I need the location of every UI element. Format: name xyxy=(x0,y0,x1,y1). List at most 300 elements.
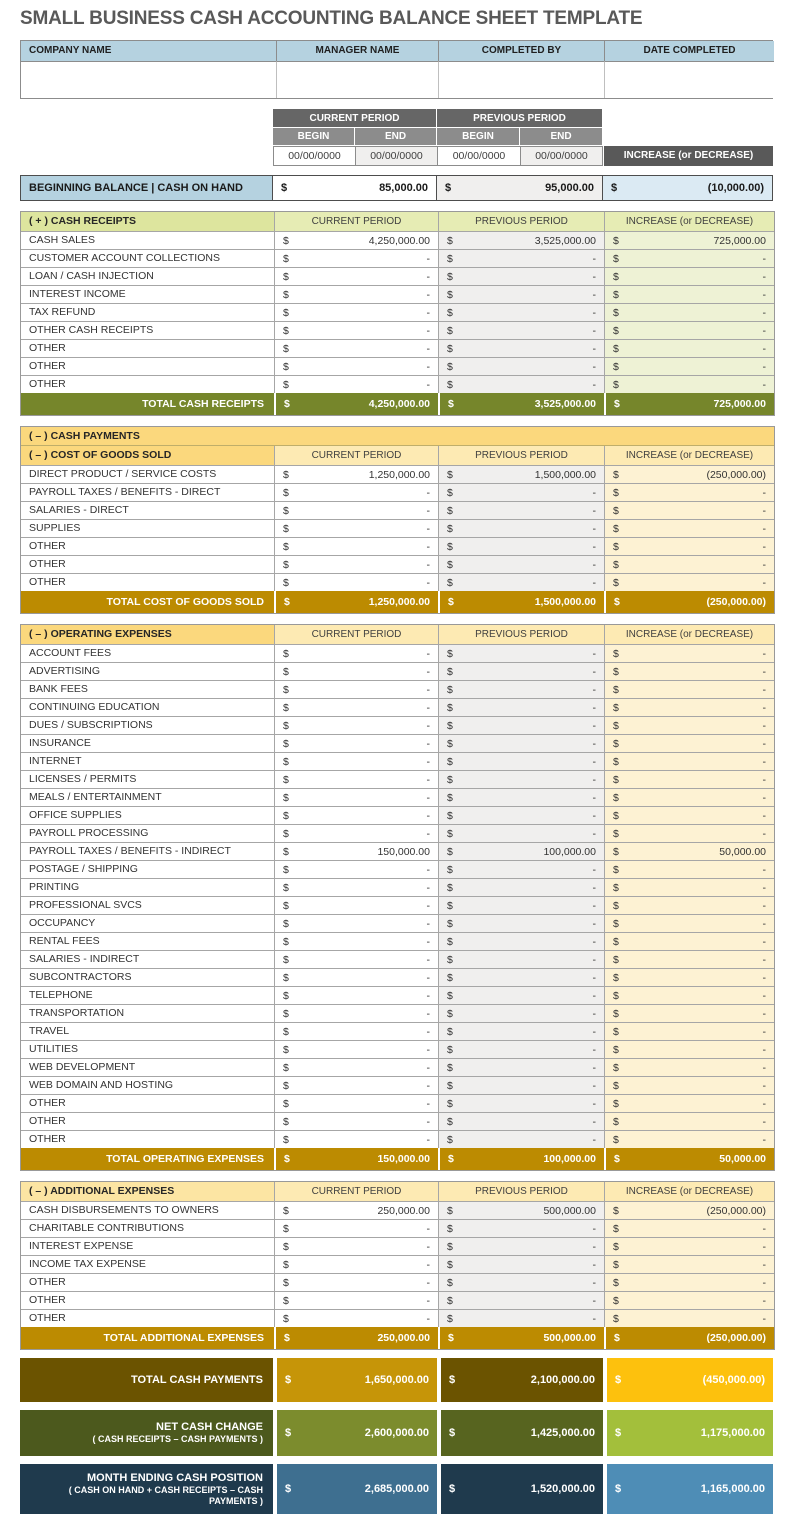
operating-expenses-row-8-current[interactable] xyxy=(274,788,438,806)
currency-symbol: $ xyxy=(447,1276,453,1289)
operating-expenses-row-11-current-value: 150,000.00 xyxy=(377,845,430,858)
completed-by-input[interactable] xyxy=(439,61,605,98)
cost-of-goods-sold-row-2-increase xyxy=(604,501,774,519)
operating-expenses-row-15-increase xyxy=(604,914,774,932)
additional-expenses-row-4-previous[interactable] xyxy=(438,1273,604,1291)
completed-by-header: COMPLETED BY xyxy=(439,41,605,61)
operating-expenses-row-5-previous[interactable] xyxy=(438,734,604,752)
cost-of-goods-sold-row-4-current[interactable] xyxy=(274,537,438,555)
additional-expenses-row-2-previous-value: - xyxy=(592,1240,596,1253)
cash-receipts-row-1-current[interactable] xyxy=(274,249,438,267)
manager-name-input[interactable] xyxy=(277,61,439,98)
operating-expenses-row-11-previous[interactable] xyxy=(438,842,604,860)
operating-expenses-row-17-increase-value: - xyxy=(762,953,766,966)
operating-expenses-row-22-increase xyxy=(604,1040,774,1058)
additional-expenses-total-label: TOTAL ADDITIONAL EXPENSES xyxy=(103,1332,264,1344)
net-cash-change-label xyxy=(20,1410,273,1456)
operating-expenses-row-0-previous-value: - xyxy=(592,647,596,660)
cost-of-goods-sold-row-6-current-value: - xyxy=(426,576,430,589)
beginning-balance-previous-cell[interactable] xyxy=(437,175,603,201)
additional-expenses-row-4-current-value: - xyxy=(426,1276,430,1289)
cost-of-goods-sold-row-5-current-value: - xyxy=(426,558,430,571)
cash-receipts-row-7-current-value: - xyxy=(426,360,430,373)
currency-symbol: $ xyxy=(613,1133,619,1146)
operating-expenses-row-11-increase xyxy=(604,842,774,860)
additional-expenses-header-row xyxy=(21,1182,774,1201)
operating-expenses-row-5-current[interactable] xyxy=(274,734,438,752)
operating-expenses-row-17-current[interactable] xyxy=(274,950,438,968)
operating-expenses-row-10-current[interactable] xyxy=(274,824,438,842)
page-title: SMALL BUSINESS CASH ACCOUNTING BALANCE SHEET TEMPLATE xyxy=(20,8,643,29)
currency-symbol: $ xyxy=(283,935,289,948)
operating-expenses-row-14-previous[interactable] xyxy=(438,896,604,914)
currency-symbol: $ xyxy=(447,701,453,714)
operating-expenses-row xyxy=(21,878,774,896)
operating-expenses-row-26-previous-value: - xyxy=(592,1115,596,1128)
currency-symbol: $ xyxy=(447,486,453,499)
row-label: CHARITABLE CONTRIBUTIONS xyxy=(21,1219,274,1237)
cost-of-goods-sold-row-4-current-value: - xyxy=(426,540,430,553)
operating-expenses-row-19-current[interactable] xyxy=(274,986,438,1004)
cost-of-goods-sold-row-0-previous[interactable] xyxy=(438,465,604,483)
additional-expenses-row-0-current-value: 250,000.00 xyxy=(377,1204,430,1217)
currency-symbol: $ xyxy=(281,182,288,194)
operating-expenses-row-2-current[interactable] xyxy=(274,680,438,698)
currency-symbol: $ xyxy=(613,737,619,750)
cost-of-goods-sold-row xyxy=(21,573,774,591)
operating-expenses-row-4-current[interactable] xyxy=(274,716,438,734)
additional-expenses-row-4-current[interactable] xyxy=(274,1273,438,1291)
operating-expenses-row-20-previous[interactable] xyxy=(438,1004,604,1022)
operating-expenses-total-row xyxy=(21,1148,774,1170)
currency-symbol: $ xyxy=(283,270,289,283)
currency-symbol: $ xyxy=(613,953,619,966)
cash-receipts-row-7-previous[interactable] xyxy=(438,357,604,375)
cash-receipts-row-5-increase xyxy=(604,321,774,339)
currency-symbol: $ xyxy=(283,737,289,750)
begin-header-previous: BEGIN xyxy=(437,128,520,146)
operating-expenses-row-16-current[interactable] xyxy=(274,932,438,950)
operating-expenses-row-14-increase xyxy=(604,896,774,914)
total-cash-payments-label-main: TOTAL CASH PAYMENTS xyxy=(130,1373,263,1386)
currency-symbol: $ xyxy=(611,182,618,194)
operating-expenses-header-row xyxy=(21,625,774,644)
currency-symbol: $ xyxy=(447,683,453,696)
currency-symbol: $ xyxy=(613,1061,619,1074)
currency-symbol: $ xyxy=(447,1115,453,1128)
operating-expenses-row-14-current[interactable] xyxy=(274,896,438,914)
additional-expenses-row-0-increase xyxy=(604,1201,774,1219)
currency-symbol: $ xyxy=(447,360,453,373)
operating-expenses-row-13-previous[interactable] xyxy=(438,878,604,896)
currency-symbol: $ xyxy=(283,755,289,768)
currency-symbol: $ xyxy=(447,252,453,265)
operating-expenses-row-22-current[interactable] xyxy=(274,1040,438,1058)
operating-expenses-row-16-previous[interactable] xyxy=(438,932,604,950)
section-cash-receipts xyxy=(20,211,775,416)
cost-of-goods-sold-row-0-current[interactable] xyxy=(274,465,438,483)
currency-symbol: $ xyxy=(447,935,453,948)
cash-receipts-row-0-current[interactable] xyxy=(274,231,438,249)
operating-expenses-row xyxy=(21,752,774,770)
row-label: OTHER xyxy=(21,1130,274,1148)
operating-expenses-row-19-current-value: - xyxy=(426,989,430,1002)
additional-expenses-row-1-current[interactable] xyxy=(274,1219,438,1237)
date-current-begin-input[interactable]: 00/00/0000 xyxy=(273,146,355,166)
cash-receipts-row-4-current[interactable] xyxy=(274,303,438,321)
currency-symbol: $ xyxy=(285,1427,292,1439)
operating-expenses-row-24-current[interactable] xyxy=(274,1076,438,1094)
operating-expenses-row-27-previous[interactable] xyxy=(438,1130,604,1148)
beginning-balance-increase-value: (10,000.00) xyxy=(707,182,764,194)
operating-expenses-row-1-increase xyxy=(604,662,774,680)
operating-expenses-row-12-increase-value: - xyxy=(762,863,766,876)
row-label: LOAN / CASH INJECTION xyxy=(21,267,274,285)
cost-of-goods-sold-row-1-previous[interactable] xyxy=(438,483,604,501)
currency-symbol: $ xyxy=(613,540,619,553)
currency-symbol: $ xyxy=(284,596,290,608)
currency-symbol: $ xyxy=(613,899,619,912)
operating-expenses-row-22-previous[interactable] xyxy=(438,1040,604,1058)
operating-expenses-row-18-current[interactable] xyxy=(274,968,438,986)
date-previous-begin-input[interactable]: 00/00/0000 xyxy=(437,146,520,166)
operating-expenses-row-5-increase xyxy=(604,734,774,752)
month-ending-cash-position-increase xyxy=(603,1464,773,1514)
operating-expenses-total-current xyxy=(274,1148,438,1170)
operating-expenses-row-4-previous[interactable] xyxy=(438,716,604,734)
cash-receipts-row-5-previous[interactable] xyxy=(438,321,604,339)
operating-expenses-row-27-increase xyxy=(604,1130,774,1148)
currency-symbol: $ xyxy=(613,989,619,1002)
operating-expenses-row-1-current[interactable] xyxy=(274,662,438,680)
currency-symbol: $ xyxy=(447,1025,453,1038)
additional-expenses-row-5-current[interactable] xyxy=(274,1291,438,1309)
additional-expenses-row-4-previous-value: - xyxy=(592,1276,596,1289)
currency-symbol: $ xyxy=(447,1204,453,1217)
cost-of-goods-sold-row-3-increase xyxy=(604,519,774,537)
cash-receipts-row-2-previous[interactable] xyxy=(438,267,604,285)
currency-symbol: $ xyxy=(613,234,619,247)
cash-receipts-row xyxy=(21,231,774,249)
currency-symbol: $ xyxy=(447,1240,453,1253)
cash-receipts-row-1-previous[interactable] xyxy=(438,249,604,267)
currency-symbol: $ xyxy=(613,1312,619,1325)
operating-expenses-row-6-previous[interactable] xyxy=(438,752,604,770)
operating-expenses-row xyxy=(21,716,774,734)
operating-expenses-row-3-current[interactable] xyxy=(274,698,438,716)
cash-receipts-row-3-increase-value: - xyxy=(762,288,766,301)
cost-of-goods-sold-row-6-previous[interactable] xyxy=(438,573,604,591)
cost-of-goods-sold-row-3-current[interactable] xyxy=(274,519,438,537)
additional-expenses-row-0-current[interactable] xyxy=(274,1201,438,1219)
row-label: OTHER CASH RECEIPTS xyxy=(21,321,274,339)
currency-symbol: $ xyxy=(613,1240,619,1253)
cash-receipts-row xyxy=(21,321,774,339)
operating-expenses-row-27-current[interactable] xyxy=(274,1130,438,1148)
cash-receipts-row-0-previous-value: 3,525,000.00 xyxy=(534,234,596,247)
cost-of-goods-sold-row-3-current-value: - xyxy=(426,522,430,535)
company-name-input[interactable] xyxy=(21,61,277,98)
operating-expenses-row-6-current[interactable] xyxy=(274,752,438,770)
currency-symbol: $ xyxy=(283,504,289,517)
currency-symbol: $ xyxy=(613,773,619,786)
operating-expenses-row-9-previous[interactable] xyxy=(438,806,604,824)
cash-receipts-col-header-0: CURRENT PERIOD xyxy=(274,212,438,231)
beginning-balance-current-cell[interactable] xyxy=(273,175,437,201)
operating-expenses-row-24-previous-value: - xyxy=(592,1079,596,1092)
cost-of-goods-sold-row-4-previous[interactable] xyxy=(438,537,604,555)
month-ending-cash-position-label xyxy=(20,1464,273,1514)
row-label: INTERNET xyxy=(21,752,274,770)
row-label: OTHER xyxy=(21,573,274,591)
operating-expenses-row xyxy=(21,1112,774,1130)
currency-symbol: $ xyxy=(613,252,619,265)
operating-expenses-row-7-current[interactable] xyxy=(274,770,438,788)
operating-expenses-row-26-increase-value: - xyxy=(762,1115,766,1128)
cost-of-goods-sold-col-header-2: INCREASE (or DECREASE) xyxy=(604,446,774,465)
currency-symbol: $ xyxy=(447,558,453,571)
operating-expenses-row xyxy=(21,1022,774,1040)
cost-of-goods-sold-row xyxy=(21,537,774,555)
currency-symbol: $ xyxy=(447,1133,453,1146)
operating-expenses-row-17-previous[interactable] xyxy=(438,950,604,968)
operating-expenses-row-10-previous[interactable] xyxy=(438,824,604,842)
date-previous-end-input[interactable]: 00/00/0000 xyxy=(520,146,603,166)
cash-receipts-row-6-current[interactable] xyxy=(274,339,438,357)
currency-symbol: $ xyxy=(447,827,453,840)
operating-expenses-row-24-previous[interactable] xyxy=(438,1076,604,1094)
cost-of-goods-sold-row-5-current[interactable] xyxy=(274,555,438,573)
additional-expenses-row-1-previous[interactable] xyxy=(438,1219,604,1237)
currency-symbol: $ xyxy=(613,809,619,822)
currency-symbol: $ xyxy=(283,809,289,822)
operating-expenses-row-9-increase xyxy=(604,806,774,824)
operating-expenses-row-20-current[interactable] xyxy=(274,1004,438,1022)
cost-of-goods-sold-row-3-previous[interactable] xyxy=(438,519,604,537)
additional-expenses-row-6-current[interactable] xyxy=(274,1309,438,1327)
cash-receipts-row-5-current-value: - xyxy=(426,324,430,337)
cash-receipts-total-current-value: 4,250,000.00 xyxy=(368,398,430,410)
month-ending-cash-position-increase-value: 1,165,000.00 xyxy=(700,1483,765,1495)
currency-symbol: $ xyxy=(283,576,289,589)
operating-expenses-row-14-current-value: - xyxy=(426,899,430,912)
row-label: OTHER xyxy=(21,1291,274,1309)
operating-expenses-row-9-current[interactable] xyxy=(274,806,438,824)
cost-of-goods-sold-row-2-previous[interactable] xyxy=(438,501,604,519)
currency-symbol: $ xyxy=(285,1483,292,1495)
cost-of-goods-sold-total-label: TOTAL COST OF GOODS SOLD xyxy=(106,596,264,608)
currency-symbol: $ xyxy=(283,881,289,894)
net-cash-change-current xyxy=(273,1410,437,1456)
operating-expenses-row-10-current-value: - xyxy=(426,827,430,840)
currency-symbol: $ xyxy=(448,398,454,410)
operating-expenses-row-25-previous[interactable] xyxy=(438,1094,604,1112)
cash-receipts-row-8-previous-value: - xyxy=(592,378,596,391)
currency-symbol: $ xyxy=(283,1061,289,1074)
cash-receipts-row-2-current[interactable] xyxy=(274,267,438,285)
operating-expenses-row-4-increase-value: - xyxy=(762,719,766,732)
operating-expenses-row-10-increase-value: - xyxy=(762,827,766,840)
net-cash-change-previous xyxy=(437,1410,603,1456)
operating-expenses-total-previous-value: 100,000.00 xyxy=(543,1153,596,1165)
currency-symbol: $ xyxy=(447,1061,453,1074)
cash-receipts-row-5-current[interactable] xyxy=(274,321,438,339)
operating-expenses-row xyxy=(21,896,774,914)
period-header-table xyxy=(273,109,773,166)
currency-symbol: $ xyxy=(283,288,289,301)
currency-symbol: $ xyxy=(613,791,619,804)
operating-expenses-row-12-current[interactable] xyxy=(274,860,438,878)
cash-receipts-row-6-current-value: - xyxy=(426,342,430,355)
operating-expenses-row-23-current[interactable] xyxy=(274,1058,438,1076)
currency-symbol: $ xyxy=(613,378,619,391)
cost-of-goods-sold-row-0-current-value: 1,250,000.00 xyxy=(368,468,430,481)
additional-expenses-row-2-current-value: - xyxy=(426,1240,430,1253)
operating-expenses-row-7-previous[interactable] xyxy=(438,770,604,788)
operating-expenses-row-16-increase xyxy=(604,932,774,950)
cash-receipts-row-7-current[interactable] xyxy=(274,357,438,375)
cash-receipts-row-8-previous[interactable] xyxy=(438,375,604,393)
currency-symbol: $ xyxy=(447,1079,453,1092)
operating-expenses-row-1-previous[interactable] xyxy=(438,662,604,680)
operating-expenses-row-0-current[interactable] xyxy=(274,644,438,662)
operating-expenses-row-8-previous[interactable] xyxy=(438,788,604,806)
currency-symbol: $ xyxy=(613,881,619,894)
additional-expenses-row-4-increase-value: - xyxy=(762,1276,766,1289)
cost-of-goods-sold-row-5-previous[interactable] xyxy=(438,555,604,573)
operating-expenses-row-21-previous[interactable] xyxy=(438,1022,604,1040)
currency-symbol: $ xyxy=(283,1079,289,1092)
additional-expenses-row-5-previous[interactable] xyxy=(438,1291,604,1309)
currency-symbol: $ xyxy=(283,378,289,391)
cost-of-goods-sold-total-current-value: 1,250,000.00 xyxy=(368,596,430,608)
currency-symbol: $ xyxy=(447,899,453,912)
operating-expenses-row xyxy=(21,788,774,806)
currency-symbol: $ xyxy=(283,683,289,696)
cost-of-goods-sold-row-1-previous-value: - xyxy=(592,486,596,499)
operating-expenses-row-0-increase xyxy=(604,644,774,662)
additional-expenses-row-1-increase xyxy=(604,1219,774,1237)
additional-expenses-row-6-previous[interactable] xyxy=(438,1309,604,1327)
operating-expenses-row-18-previous[interactable] xyxy=(438,968,604,986)
cost-of-goods-sold-row-4-previous-value: - xyxy=(592,540,596,553)
operating-expenses-row-0-previous[interactable] xyxy=(438,644,604,662)
additional-expenses-row-3-current[interactable] xyxy=(274,1255,438,1273)
operating-expenses-row-3-increase-value: - xyxy=(762,701,766,714)
operating-expenses-row-15-current[interactable] xyxy=(274,914,438,932)
operating-expenses-row-15-previous[interactable] xyxy=(438,914,604,932)
currency-symbol: $ xyxy=(447,1312,453,1325)
period-header-spacer xyxy=(603,109,773,128)
operating-expenses-row-12-previous[interactable] xyxy=(438,860,604,878)
operating-expenses-col-header-0: CURRENT PERIOD xyxy=(274,625,438,644)
operating-expenses-header-label: ( – ) OPERATING EXPENSES xyxy=(21,625,274,644)
cash-receipts-row-6-increase xyxy=(604,339,774,357)
cost-of-goods-sold-row-1-current[interactable] xyxy=(274,483,438,501)
currency-symbol: $ xyxy=(447,917,453,930)
operating-expenses-row-3-previous[interactable] xyxy=(438,698,604,716)
operating-expenses-row xyxy=(21,1004,774,1022)
operating-expenses-row-26-current[interactable] xyxy=(274,1112,438,1130)
period-header-spacer xyxy=(603,128,773,146)
date-current-end-input[interactable]: 00/00/0000 xyxy=(355,146,437,166)
additional-expenses-row-3-previous[interactable] xyxy=(438,1255,604,1273)
operating-expenses-row-3-current-value: - xyxy=(426,701,430,714)
row-label: TELEPHONE xyxy=(21,986,274,1004)
additional-expenses-row-2-current[interactable] xyxy=(274,1237,438,1255)
cash-receipts-row-0-previous[interactable] xyxy=(438,231,604,249)
operating-expenses-row-14-previous-value: - xyxy=(592,899,596,912)
currency-symbol: $ xyxy=(613,683,619,696)
beginning-balance-previous-value: 95,000.00 xyxy=(545,182,594,194)
operating-expenses-row-14-increase-value: - xyxy=(762,899,766,912)
additional-expenses-row-2-previous[interactable] xyxy=(438,1237,604,1255)
currency-symbol: $ xyxy=(613,558,619,571)
row-label: LICENSES / PERMITS xyxy=(21,770,274,788)
currency-symbol: $ xyxy=(283,234,289,247)
row-label: OTHER xyxy=(21,1309,274,1327)
cash-receipts-row-4-previous[interactable] xyxy=(438,303,604,321)
operating-expenses-row-25-increase-value: - xyxy=(762,1097,766,1110)
cost-of-goods-sold-total-row xyxy=(21,591,774,613)
cash-receipts-row xyxy=(21,285,774,303)
cost-of-goods-sold-row-1-increase-value: - xyxy=(762,486,766,499)
cost-of-goods-sold-row-2-current[interactable] xyxy=(274,501,438,519)
cash-receipts-row-5-previous-value: - xyxy=(592,324,596,337)
row-label: POSTAGE / SHIPPING xyxy=(21,860,274,878)
cash-receipts-row-8-current[interactable] xyxy=(274,375,438,393)
operating-expenses-row-2-current-value: - xyxy=(426,683,430,696)
operating-expenses-row-20-increase xyxy=(604,1004,774,1022)
currency-symbol: $ xyxy=(283,1312,289,1325)
date-completed-input[interactable] xyxy=(605,61,774,98)
operating-expenses-row-19-previous[interactable] xyxy=(438,986,604,1004)
cost-of-goods-sold-row-6-current[interactable] xyxy=(274,573,438,591)
operating-expenses-row-2-previous[interactable] xyxy=(438,680,604,698)
currency-symbol: $ xyxy=(283,827,289,840)
summary-rows xyxy=(20,1358,794,1514)
currency-symbol: $ xyxy=(447,468,453,481)
operating-expenses-row-23-previous[interactable] xyxy=(438,1058,604,1076)
operating-expenses-row-26-previous[interactable] xyxy=(438,1112,604,1130)
cash-receipts-row-3-current[interactable] xyxy=(274,285,438,303)
operating-expenses-row-27-increase-value: - xyxy=(762,1133,766,1146)
currency-symbol: $ xyxy=(613,324,619,337)
operating-expenses-row-21-current[interactable] xyxy=(274,1022,438,1040)
cash-receipts-row-2-increase-value: - xyxy=(762,270,766,283)
operating-expenses-row-5-increase-value: - xyxy=(762,737,766,750)
cash-receipts-row-6-previous[interactable] xyxy=(438,339,604,357)
operating-expenses-row-17-increase xyxy=(604,950,774,968)
cash-receipts-total-current xyxy=(274,393,438,415)
currency-symbol: $ xyxy=(613,755,619,768)
operating-expenses-row-13-current[interactable] xyxy=(274,878,438,896)
currency-symbol: $ xyxy=(447,1097,453,1110)
row-label: INSURANCE xyxy=(21,734,274,752)
currency-symbol: $ xyxy=(283,719,289,732)
operating-expenses-row-25-current[interactable] xyxy=(274,1094,438,1112)
row-label: CASH SALES xyxy=(21,231,274,249)
additional-expenses-row-0-previous[interactable] xyxy=(438,1201,604,1219)
operating-expenses-row-2-previous-value: - xyxy=(592,683,596,696)
operating-expenses-row-11-current[interactable] xyxy=(274,842,438,860)
operating-expenses-row-6-increase xyxy=(604,752,774,770)
cost-of-goods-sold-total-previous xyxy=(438,591,604,613)
currency-symbol: $ xyxy=(613,270,619,283)
cash-receipts-row-0-current-value: 4,250,000.00 xyxy=(368,234,430,247)
cash-receipts-row-3-previous[interactable] xyxy=(438,285,604,303)
cash-receipts-total-previous xyxy=(438,393,604,415)
